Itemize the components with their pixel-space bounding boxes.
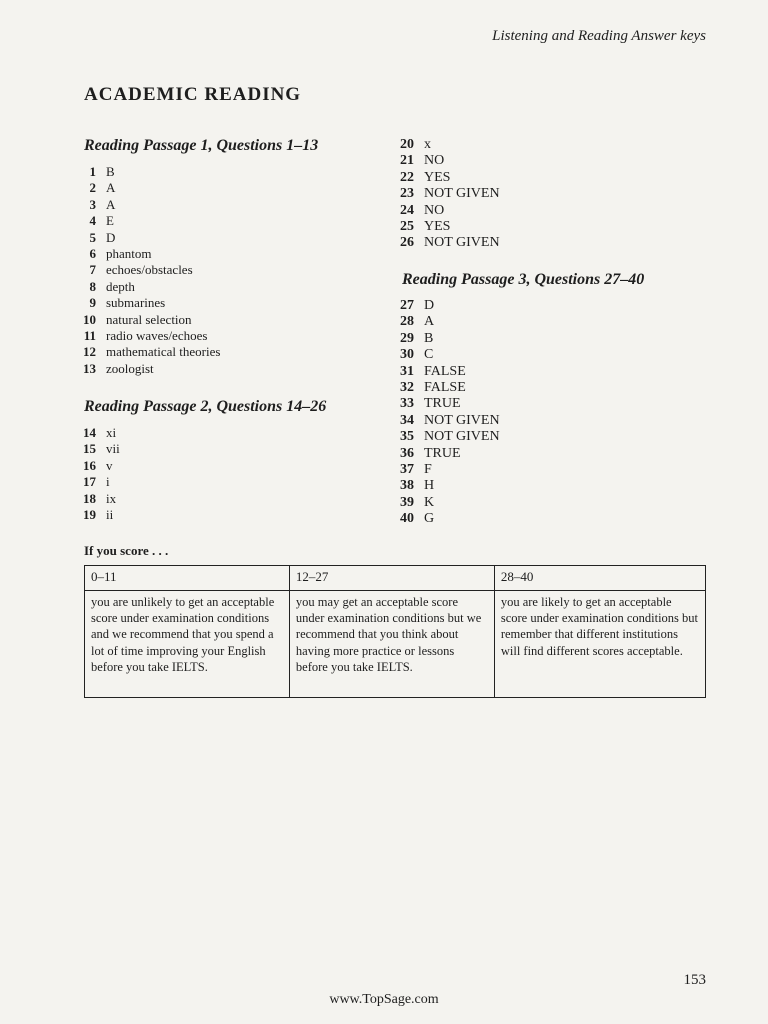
- question-number: 31: [400, 363, 414, 379]
- question-number: 38: [400, 478, 414, 494]
- passage2-answers-left: [74, 425, 120, 523]
- score-advice-mid: you may get an acceptable score under examination conditions but we recommend that you think about having more practice or lessons before you take IELTS.: [289, 591, 494, 698]
- question-number: 19: [83, 506, 96, 522]
- score-range-mid: 12–27: [289, 566, 494, 591]
- footer-url: www.TopSage.com: [329, 992, 439, 1007]
- answer-value: E: [106, 213, 114, 229]
- answer-item: [400, 446, 500, 462]
- question-number: 6: [89, 245, 96, 261]
- page-number: 153: [683, 972, 706, 988]
- answer-item: [400, 429, 500, 445]
- answer-value: FALSE: [424, 379, 466, 395]
- answer-value: NOT GIVEN: [424, 186, 500, 202]
- answer-value: x: [424, 137, 431, 152]
- question-number: 22: [400, 169, 414, 185]
- answer-item: [400, 380, 500, 396]
- answer-value: depth: [106, 278, 135, 294]
- answer-value: TRUE: [424, 396, 461, 412]
- answer-value: submarines: [106, 295, 166, 311]
- question-number: 10: [83, 311, 96, 327]
- answer-item: [74, 180, 220, 196]
- answer-value: G: [424, 511, 435, 527]
- answer-value: D: [106, 229, 116, 245]
- question-number: 37: [400, 461, 414, 477]
- passage3-heading: Reading Passage 3, Questions 27–40: [402, 271, 645, 288]
- question-number: 20: [400, 137, 414, 152]
- question-number: 16: [83, 457, 96, 473]
- answer-item: [74, 507, 120, 523]
- question-number: 11: [83, 327, 96, 343]
- question-number: 17: [83, 474, 96, 490]
- question-number: 40: [400, 511, 414, 527]
- answer-item: [400, 137, 500, 153]
- question-number: 36: [400, 445, 414, 461]
- score-range-high: 28–40: [494, 566, 705, 591]
- score-advice-low: you are unlikely to get an acceptable score under examination conditions and we recommend that you spend a lot of time improving your English before you take IELTS.: [85, 591, 290, 698]
- answer-value: vii: [106, 441, 120, 457]
- answer-value: B: [424, 330, 434, 346]
- question-number: 15: [83, 441, 96, 457]
- question-number: 33: [400, 396, 414, 412]
- answer-item: [400, 396, 500, 412]
- question-number: 3: [89, 196, 96, 212]
- score-label: If you score . . .: [84, 543, 169, 558]
- passage2-heading: Reading Passage 2, Questions 14–26: [84, 398, 327, 415]
- answer-value: K: [424, 494, 435, 510]
- answer-item: [74, 312, 220, 328]
- answer-value: A: [106, 180, 116, 196]
- answer-value: YES: [424, 169, 451, 185]
- question-number: 21: [400, 153, 414, 169]
- answer-value: NOT GIVEN: [424, 412, 500, 428]
- answer-item: [400, 462, 500, 478]
- answer-value: NOT GIVEN: [424, 235, 500, 251]
- answer-value: v: [106, 457, 113, 473]
- question-number: 23: [400, 186, 414, 202]
- answer-item: [400, 347, 500, 363]
- answer-item: [74, 491, 120, 507]
- answer-value: A: [106, 196, 116, 212]
- answer-item: [74, 328, 220, 344]
- answer-value: H: [424, 478, 435, 494]
- score-advice-high: you are likely to get an acceptable score under examination conditions but remember that different institutions will find different scores acceptable.: [494, 591, 705, 698]
- question-number: 24: [400, 202, 414, 218]
- question-number: 1: [89, 164, 96, 179]
- answer-item: [74, 262, 220, 278]
- question-number: 13: [83, 360, 96, 376]
- question-number: 2: [89, 180, 96, 196]
- answer-value: C: [424, 347, 434, 363]
- answer-item: [400, 186, 500, 202]
- answer-item: [400, 495, 500, 511]
- answer-value: NO: [424, 153, 445, 169]
- answer-value: i: [106, 474, 110, 490]
- question-number: 18: [83, 490, 96, 506]
- answer-item: [400, 331, 500, 347]
- answer-item: [74, 344, 220, 360]
- question-number: 29: [400, 330, 414, 346]
- answer-item: [74, 361, 220, 377]
- answer-item: [74, 197, 220, 213]
- answer-item: [74, 246, 220, 262]
- answer-value: TRUE: [424, 445, 461, 461]
- answer-value: A: [424, 314, 435, 330]
- answer-item: [400, 170, 500, 186]
- question-number: 34: [400, 412, 414, 428]
- answer-item: [74, 474, 120, 490]
- question-number: 14: [83, 425, 96, 440]
- question-number: 39: [400, 494, 414, 510]
- question-number: 9: [89, 295, 96, 311]
- answer-value: echoes/obstacles: [106, 262, 193, 278]
- answer-item: [74, 295, 220, 311]
- answer-item: [400, 478, 500, 494]
- question-number: 35: [400, 429, 414, 445]
- score-table: [84, 565, 706, 698]
- answer-value: ii: [106, 506, 114, 522]
- answer-item: [400, 364, 500, 380]
- answer-item: [74, 458, 120, 474]
- answer-value: F: [424, 461, 432, 477]
- answer-value: D: [424, 298, 435, 313]
- running-head: Listening and Reading Answer keys: [492, 28, 706, 44]
- question-number: 5: [89, 229, 96, 245]
- answer-item: [74, 279, 220, 295]
- question-number: 30: [400, 347, 414, 363]
- question-number: 32: [400, 379, 414, 395]
- answer-value: FALSE: [424, 363, 466, 379]
- answer-item: [74, 164, 220, 180]
- answer-item: [74, 441, 120, 457]
- answer-item: [400, 314, 500, 330]
- answer-item: [74, 230, 220, 246]
- passage1-answers: [74, 164, 220, 377]
- score-header-row: [85, 566, 706, 591]
- score-advice-row: [85, 591, 706, 698]
- question-number: 25: [400, 218, 414, 234]
- question-number: 26: [400, 235, 414, 251]
- answer-value: NOT GIVEN: [424, 429, 500, 445]
- answer-value: ix: [106, 490, 117, 506]
- answer-value: phantom: [106, 245, 152, 261]
- answer-item: [400, 235, 500, 251]
- question-number: 4: [89, 213, 96, 229]
- question-number: 8: [89, 278, 96, 294]
- passage2-answers-right: [400, 137, 500, 252]
- answer-value: mathematical theories: [106, 344, 221, 360]
- answer-value: radio waves/echoes: [106, 327, 208, 343]
- score-range-low: 0–11: [85, 566, 290, 591]
- answer-item: [74, 213, 220, 229]
- answer-item: [400, 511, 500, 527]
- answer-value: NO: [424, 202, 445, 218]
- passage3-answers: [400, 298, 500, 527]
- page-title: ACADEMIC READING: [84, 84, 302, 105]
- answer-value: xi: [106, 425, 117, 440]
- answer-item: [400, 298, 500, 314]
- passage1-heading: Reading Passage 1, Questions 1–13: [84, 137, 319, 154]
- answer-value: zoologist: [106, 360, 154, 376]
- answer-item: [400, 153, 500, 169]
- answer-value: B: [106, 164, 115, 179]
- question-number: 27: [400, 298, 414, 313]
- question-number: 7: [89, 262, 96, 278]
- answer-item: [400, 413, 500, 429]
- question-number: 28: [400, 314, 414, 330]
- answer-item: [400, 219, 500, 235]
- answer-value: natural selection: [106, 311, 192, 327]
- question-number: 12: [83, 344, 96, 360]
- answer-item: [74, 425, 120, 441]
- answer-item: [400, 203, 500, 219]
- answer-value: YES: [424, 218, 451, 234]
